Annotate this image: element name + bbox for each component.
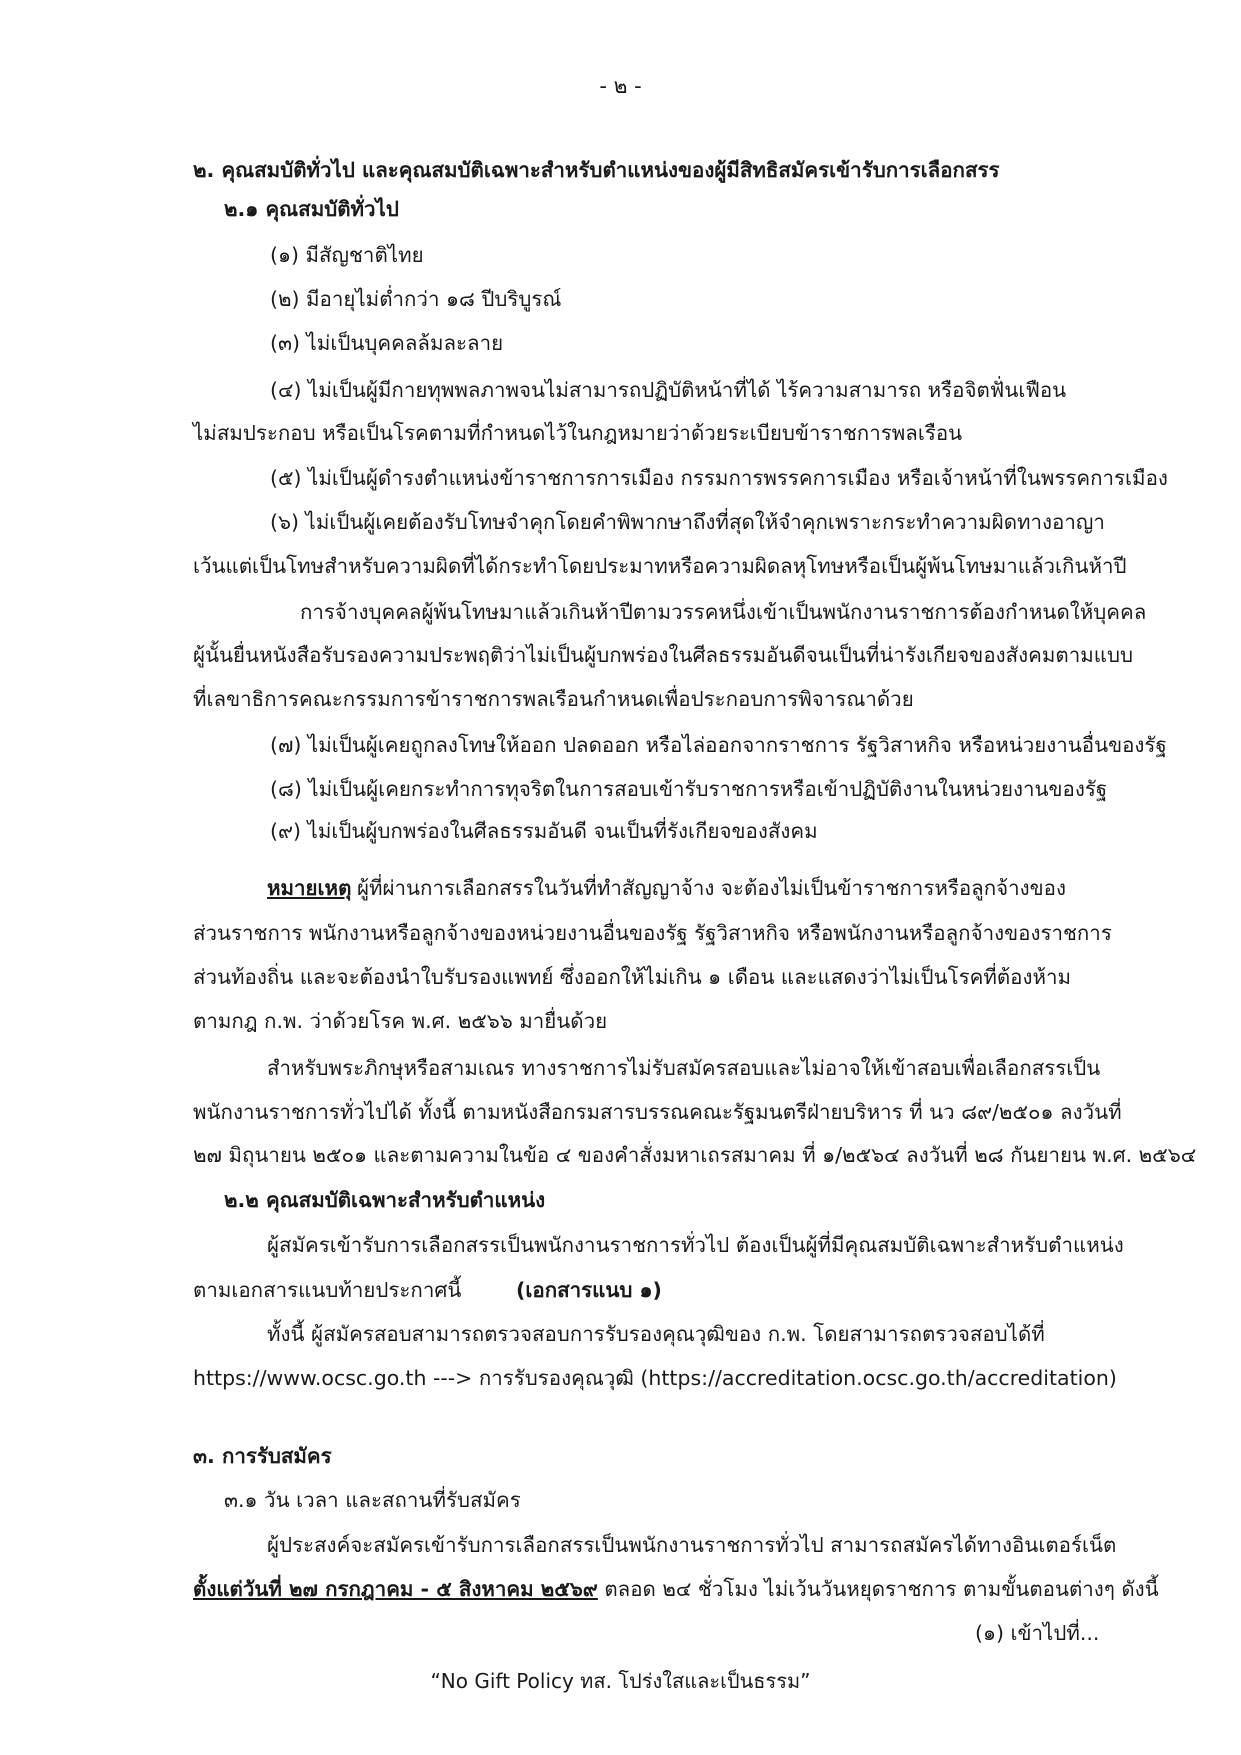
list-item: (๙) ไม่เป็นผู้บกพร่องในศีลธรรมอันดี จนเป็นที่รังเกียจของสังคม	[270, 819, 818, 843]
accreditation-link[interactable]: https://www.ocsc.go.th ---> การรับรองคุณวุฒิ (https://accreditation.ocsc.go.th/accreditation)	[193, 1366, 1117, 1390]
paragraph-line: ทั้งนี้ ผู้สมัครสอบสามารถตรวจสอบการรับรองคุณวุฒิของ ก.พ. โดยสามารถตรวจสอบได้ที่	[267, 1322, 1045, 1346]
attachment-reference: (เอกสารแนบ ๑)	[516, 1278, 662, 1302]
list-item-continuation: เว้นแต่เป็นโทษสำหรับความผิดที่ได้กระทำโดยประมาทหรือความผิดลหุโทษหรือเป็นผู้พ้นโทษมาแล้วเกินห้าปี	[193, 554, 1127, 578]
list-item: (๑) มีสัญชาติไทย	[270, 243, 424, 267]
monk-paragraph-line: ๒๗ มิถุนายน ๒๕๐๑ และตามความในข้อ ๔ ของคำสั่งมหาเถรสมาคม ที่ ๑/๒๕๖๔ ลงวันที่ ๒๘ กันยายน พ.ศ. ๒๕๖๔	[193, 1143, 1197, 1167]
list-item: (๗) ไม่เป็นผู้เคยถูกลงโทษให้ออก ปลดออก หรือไล่ออกจากราชการ รัฐวิสาหกิจ หรือหน่วยงานอื่นของรัฐ	[270, 733, 1167, 757]
list-item: (๒) มีอายุไม่ต่ำกว่า ๑๘ ปีบริบูรณ์	[270, 287, 562, 311]
list-item: (๕) ไม่เป็นผู้ดำรงตำแหน่งข้าราชการการเมือง กรรมการพรรคการเมือง หรือเจ้าหน้าที่ในพรรคการเมือง	[270, 466, 1168, 490]
note-line: ส่วนท้องถิ่น และจะต้องนำใบรับรองแพทย์ ซึ่งออกให้ไม่เกิน ๑ เดือน และแสดงว่าไม่เป็นโรคที่ต้องห้าม	[193, 965, 1072, 989]
application-period-rest: ตลอด ๒๔ ชั่วโมง ไม่เว้นวันหยุดราชการ ตามขั้นตอนต่างๆ ดังนี้	[597, 1577, 1159, 1601]
application-period-line	[193, 1574, 1159, 1604]
footer-slogan: “No Gift Policy ทส. โปร่งใสและเป็นธรรม”	[430, 1669, 811, 1693]
section-2-title: ๒. คุณสมบัติทั่วไป และคุณสมบัติเฉพาะสำหรับตำแหน่งของผู้มีสิทธิสมัครเข้ารับการเลือกสรร	[193, 158, 1000, 182]
section-3-1-title: ๓.๑ วัน เวลา และสถานที่รับสมัคร	[224, 1488, 521, 1512]
section-2-1-title: ๒.๑ คุณสมบัติทั่วไป	[224, 197, 399, 221]
paragraph-line: การจ้างบุคคลผู้พ้นโทษมาแล้วเกินห้าปีตามวรรคหนึ่งเข้าเป็นพนักงานราชการต้องกำหนดให้บุคคล	[300, 600, 1147, 624]
monk-paragraph-line: สำหรับพระภิกษุหรือสามเณร ทางราชการไม่รับสมัครสอบและไม่อาจให้เข้าสอบเพื่อเลือกสรรเป็น	[267, 1056, 1101, 1080]
list-item: (๖) ไม่เป็นผู้เคยต้องรับโทษจำคุกโดยคำพิพากษาถึงที่สุดให้จำคุกเพราะกระทำความผิดทางอาญา	[270, 510, 1105, 534]
note-line: ตามกฎ ก.พ. ว่าด้วยโรค พ.ศ. ๒๕๖๖ มายื่นด้วย	[193, 1009, 608, 1033]
note-line: ผู้ที่ผ่านการเลือกสรรในวันที่ทำสัญญาจ้าง จะต้องไม่เป็นข้าราชการหรือลูกจ้างของ	[357, 876, 1067, 900]
note-label: หมายเหตุ	[267, 876, 352, 900]
paragraph-line: ที่เลขาธิการคณะกรรมการข้าราชการพลเรือนกำหนดเพื่อประกอบการพิจารณาด้วย	[193, 687, 914, 711]
note-line: ส่วนราชการ พนักงานหรือลูกจ้างของหน่วยงานอื่นของรัฐ รัฐวิสาหกิจ หรือพนักงานหรือลูกจ้างของราชการ	[193, 921, 1112, 945]
page-number: - ๒ -	[599, 74, 642, 98]
section-2-2-title: ๒.๒ คุณสมบัติเฉพาะสำหรับตำแหน่ง	[224, 1188, 546, 1212]
paragraph-line: ผู้นั้นยื่นหนังสือรับรองความประพฤติว่าไม่เป็นผู้บกพร่องในศีลธรรมอันดีจนเป็นที่น่ารังเกียจของสังคมตามแบบ	[193, 643, 1133, 667]
paragraph-line: ตามเอกสารแนบท้ายประกาศนี้	[193, 1278, 462, 1302]
section-3-title: ๓. การรับสมัคร	[193, 1444, 332, 1468]
paragraph-line: ผู้ประสงค์จะสมัครเข้ารับการเลือกสรรเป็นพนักงานราชการทั่วไป สามารถสมัครได้ทางอินเตอร์เน็ต	[267, 1533, 1117, 1557]
application-period: ตั้งแต่วันที่ ๒๗ กรกฎาคม - ๕ สิงหาคม ๒๕๖๙	[193, 1577, 598, 1601]
list-item: (๔) ไม่เป็นผู้มีกายทุพพลภาพจนไม่สามารถปฏิบัติหน้าที่ได้ ไร้ความสามารถ หรือจิตฟั่นเฟือน	[270, 378, 1067, 402]
continuation-marker: (๑) เข้าไปที่...	[975, 1621, 1100, 1645]
list-item: (๓) ไม่เป็นบุคคลล้มละลาย	[270, 331, 504, 355]
list-item: (๘) ไม่เป็นผู้เคยกระทำการทุจริตในการสอบเข้ารับราชการหรือเข้าปฏิบัติงานในหน่วยงานของรัฐ	[270, 777, 1108, 801]
paragraph-line: ผู้สมัครเข้ารับการเลือกสรรเป็นพนักงานราชการทั่วไป ต้องเป็นผู้ที่มีคุณสมบัติเฉพาะสำหรับตำแหน่ง	[267, 1233, 1124, 1257]
list-item-continuation: ไม่สมประกอบ หรือเป็นโรคตามที่กำหนดไว้ในกฎหมายว่าด้วยระเบียบข้าราชการพลเรือน	[193, 421, 963, 445]
monk-paragraph-line: พนักงานราชการทั่วไปได้ ทั้งนี้ ตามหนังสือกรมสารบรรณคณะรัฐมนตรีฝ่ายบริหาร ที่ นว ๘๙/๒๕๐๑ ลงวันที่	[193, 1100, 1122, 1124]
